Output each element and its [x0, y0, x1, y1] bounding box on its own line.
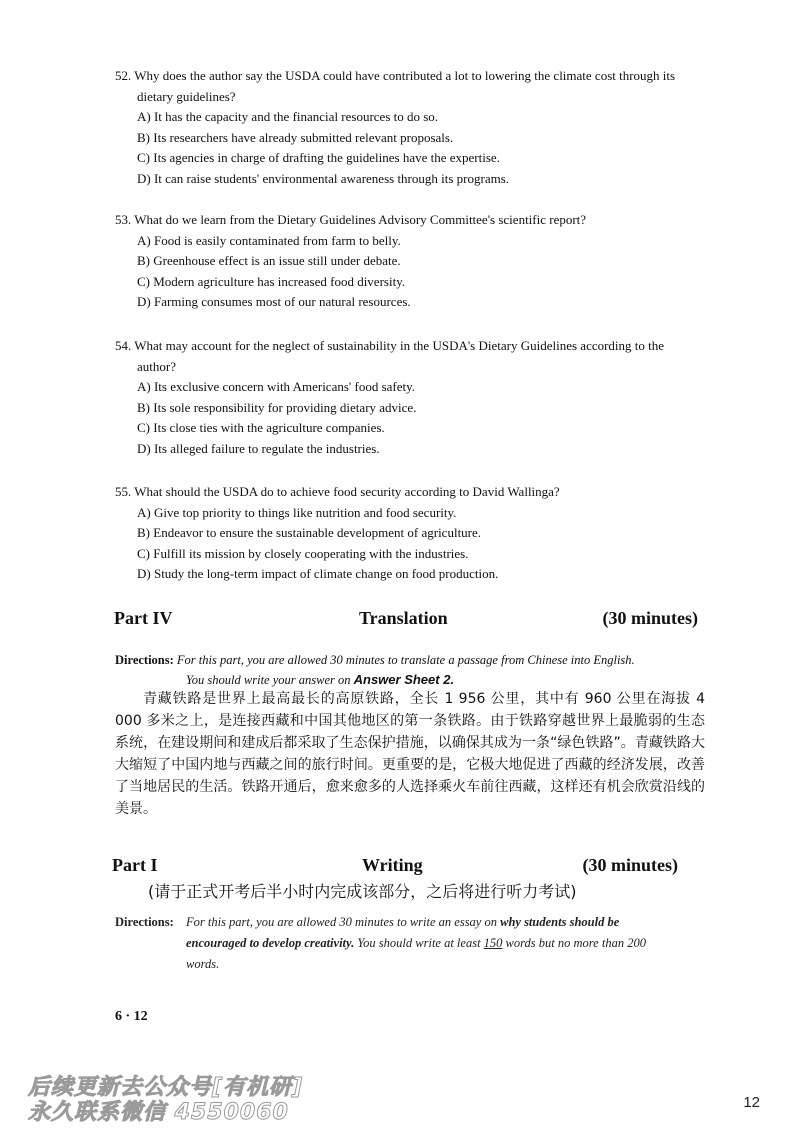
part-label: Part I — [112, 855, 158, 875]
part-time: (30 minutes) — [602, 608, 698, 628]
question-55 — [115, 482, 705, 585]
question-stem: 54. What may account for the neglect of sustainability in the USDA's Dietary Guidelines according to the author? — [115, 338, 665, 374]
option-d: D) It can raise students' environmental awareness through its programs. — [137, 170, 510, 186]
min-words: 150 — [483, 936, 503, 950]
watermark-line: 后续更新去公众号[有机研] — [28, 1075, 304, 1100]
option-b: B) Its sole responsibility for providing dietary advice. — [137, 399, 417, 415]
option-c: C) Its close ties with the agriculture companies. — [137, 420, 385, 435]
essay-topic: why students should be encouraged to develop creativity. — [186, 915, 620, 950]
part-label: Part IV — [114, 608, 173, 628]
answer-sheet-ref: Answer Sheet 2. — [353, 672, 455, 687]
option-d: D) Study the long-term impact of climate change on food production. — [137, 566, 499, 581]
option-a: A) Its exclusive concern with Americans' food safety. — [137, 379, 416, 394]
option-c: C) Its agencies in charge of drafting the guidelines have the expertise. — [137, 150, 500, 165]
directions-text: You should write your answer on — [186, 673, 351, 687]
question-stem: 55. What should the USDA do to achieve food security according to David Wallinga? — [115, 484, 560, 499]
option-b: B) Its researchers have already submitted relevant proposals. — [137, 129, 454, 145]
directions-label: Directions: — [115, 653, 174, 667]
page-number: 12 — [743, 1094, 760, 1111]
question-53 — [115, 210, 705, 313]
writing-directions — [115, 912, 680, 971]
question-stem: 52. Why does the author say the USDA could have contributed a lot to lowering the climate cost through its dietary guidelines? — [115, 68, 676, 104]
part-time: (30 minutes) — [582, 855, 678, 875]
question-stem: 53. What do we learn from the Dietary Guidelines Advisory Committee's scientific report? — [115, 212, 587, 227]
directions-label: Directions: — [115, 915, 174, 929]
directions-text: words but no more than 200 words. — [186, 936, 646, 971]
directions-text: For this part, you are allowed 30 minutes to translate a passage from Chinese into English. — [176, 653, 635, 667]
translation-directions — [115, 650, 705, 690]
watermark — [28, 1075, 318, 1125]
part-i-note: (请于正式开考后半小时内完成该部分，之后将进行听力考试) — [148, 882, 577, 901]
option-a: A) Food is easily contaminated from farm to belly. — [137, 232, 401, 248]
part-title: Writing — [362, 855, 423, 875]
option-c: C) Modern agriculture has increased food diversity. — [137, 273, 406, 289]
option-b: B) Endeavor to ensure the sustainable development of agriculture. — [137, 525, 482, 540]
part-iv-header — [114, 608, 698, 636]
directions-text: You should write at least — [357, 936, 481, 950]
part-title: Translation — [359, 608, 448, 628]
option-a: A) It has the capacity and the financial resources to do so. — [137, 109, 439, 124]
option-b: B) Greenhouse effect is an issue still under debate. — [137, 253, 401, 268]
chinese-passage: 青藏铁路是世界上最高最长的高原铁路，全长 1 956 公里，其中有 960 公里在海拔 4 000 多米之上，是连接西藏和中国其他地区的第一条铁路。由于铁路穿越世界上最脆弱的生态系统，在建设期间和建成后都采取了生态保护措施，以确保其成为一条“绿色铁路”。青藏铁路大大缩短了中国内地与西藏之间的旅行时间。更重要的是，它极大地促进了西藏的经济发展，改善了当地居民的生活。铁路开通后，愈来愈多的人选择乘火车前往西藏，这样还有机会欣赏沿线的美景。 — [115, 691, 705, 817]
part-i-header — [112, 855, 678, 881]
watermark-line: 永久联系微信 4550060 — [28, 1100, 289, 1125]
option-d: D) Farming consumes most of our natural resources. — [137, 294, 411, 309]
option-c: C) Fulfill its mission by closely cooperating with the industries. — [137, 545, 469, 561]
page-reference: 6 · 12 — [115, 1009, 148, 1024]
option-d: D) Its alleged failure to regulate the industries. — [137, 440, 380, 456]
question-54 — [115, 336, 705, 459]
directions-text: For this part, you are allowed 30 minutes to write an essay on — [186, 915, 497, 929]
option-a: A) Give top priority to things like nutrition and food security. — [137, 504, 457, 520]
question-52 — [115, 66, 705, 189]
